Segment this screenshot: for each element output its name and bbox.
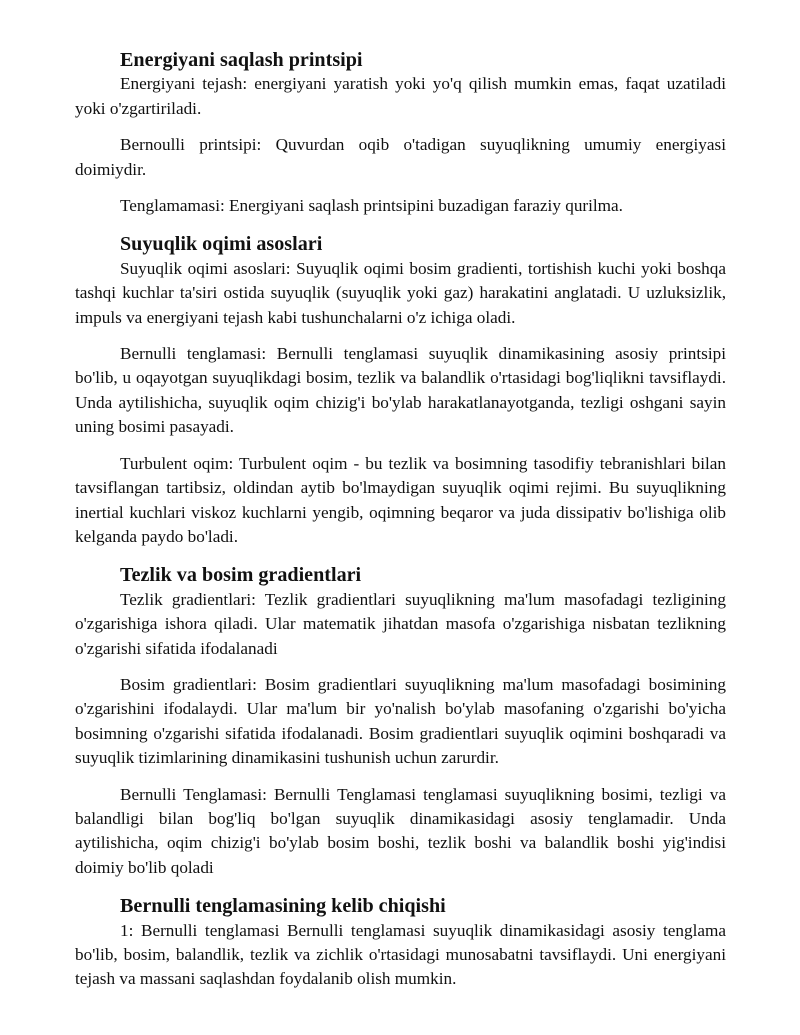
section-heading: Suyuqlik oqimi asoslari — [120, 233, 323, 256]
paragraph: Bernulli tenglamasi: Bernulli tenglamasi suyuqlik dinamikasining asosiy printsipi bo'lib, u oqayotgan suyuqlikdagi bosim, tezlik va balandlik o'rtasidagi bog'liqlikni tavsiflaydi. Unda aytilishicha, suyuqlik oqim chizig'i bo'ylab harakatlanayotganda, tezligi oshgani sayin uning bosimi pasayadi. — [75, 344, 726, 437]
paragraph: Tezlik gradientlari: Tezlik gradientlari suyuqlikning ma'lum masofadagi tezligining o'zgarishiga ishora qiladi. Ular matematik jihatdan masofa o'zgarishiga nisbatan tezlikning o'zgarishi sifatida ifodalanadi — [75, 589, 726, 658]
paragraph: Bosim gradientlari: Bosim gradientlari suyuqlikning ma'lum masofadagi bosimining o'zgarishini ifodalaydi. Ular ma'lum bir yo'nalish bo'ylab masofaning o'zgarishi bo'yicha bosimning o'zgarishi sifatida ifodalanadi. Bosim gradientlari suyuqlik oqimini boshqaradi va suyuqlik tizimlarining dinamikasini tushunish uchun zarurdir. — [75, 674, 726, 768]
paragraph: Bernoulli printsipi: Quvurdan oqib o'tadigan suyuqlikning umumiy energiyasi doimiydir. — [75, 135, 726, 179]
section-fluid-flow-basics — [75, 232, 726, 549]
section-bernoulli-derivation — [75, 894, 726, 992]
section-energy-conservation — [75, 48, 726, 218]
document-page — [75, 48, 726, 992]
paragraph: Tenglamamasi: Energiyani saqlash printsipini buzadigan faraziy qurilma. — [120, 196, 623, 216]
section-heading: Tezlik va bosim gradientlari — [120, 564, 362, 587]
paragraph: Bernulli Tenglamasi: Bernulli Tenglamasi tenglamasi suyuqlikning bosimi, tezligi va balandligi bilan bog'liq bo'lgan suyuqlik dinamikasidagi asosiy tenglamadir. Unda aytilishicha, oqim chizig'i bo'ylab bosim boshi, tezlik boshi va balandlik boshi yig'indisi doimiy bo'lib qoladi — [75, 784, 726, 877]
paragraph: Energiyani tejash: energiyani yaratish yoki yo'q qilish mumkin emas, faqat uzatiladi yoki o'zgartiriladi. — [75, 74, 726, 118]
paragraph: 1: Bernulli tenglamasi Bernulli tenglamasi suyuqlik dinamikasidagi asosiy tenglama bo'lib, bosim, balandlik, tezlik va zichlik o'rtasidagi munosabatni tavsiflaydi. Uni energiyani tejash va massani saqlashdan foydalanib olish mumkin. — [75, 920, 726, 989]
section-velocity-pressure-gradients — [75, 563, 726, 880]
section-heading: Bernulli tenglamasining kelib chiqishi — [120, 895, 446, 918]
paragraph: Turbulent oqim: Turbulent oqim - bu tezlik va bosimning tasodifiy tebranishlari bilan tavsiflangan tartibsiz, oldindan aytib bo'lmaydigan suyuqlik oqimi rejimi. Bu suyuqlikning inertial kuchlari viskoz kuchlarni yengib, oqimning beqaror va juda dissipativ bo'lishiga olib kelganda paydo bo'ladi. — [75, 453, 726, 546]
section-heading: Energiyani saqlash printsipi — [120, 49, 363, 71]
paragraph: Suyuqlik oqimi asoslari: Suyuqlik oqimi bosim gradienti, tortishish kuchi yoki boshqa tashqi kuchlar ta'siri ostida suyuqlik (suyuqlik yoki gaz) harakatini anglatadi. U uzluksizlik, impuls va energiyani tejash kabi tushunchalarni o'z ichiga oladi. — [75, 258, 726, 327]
